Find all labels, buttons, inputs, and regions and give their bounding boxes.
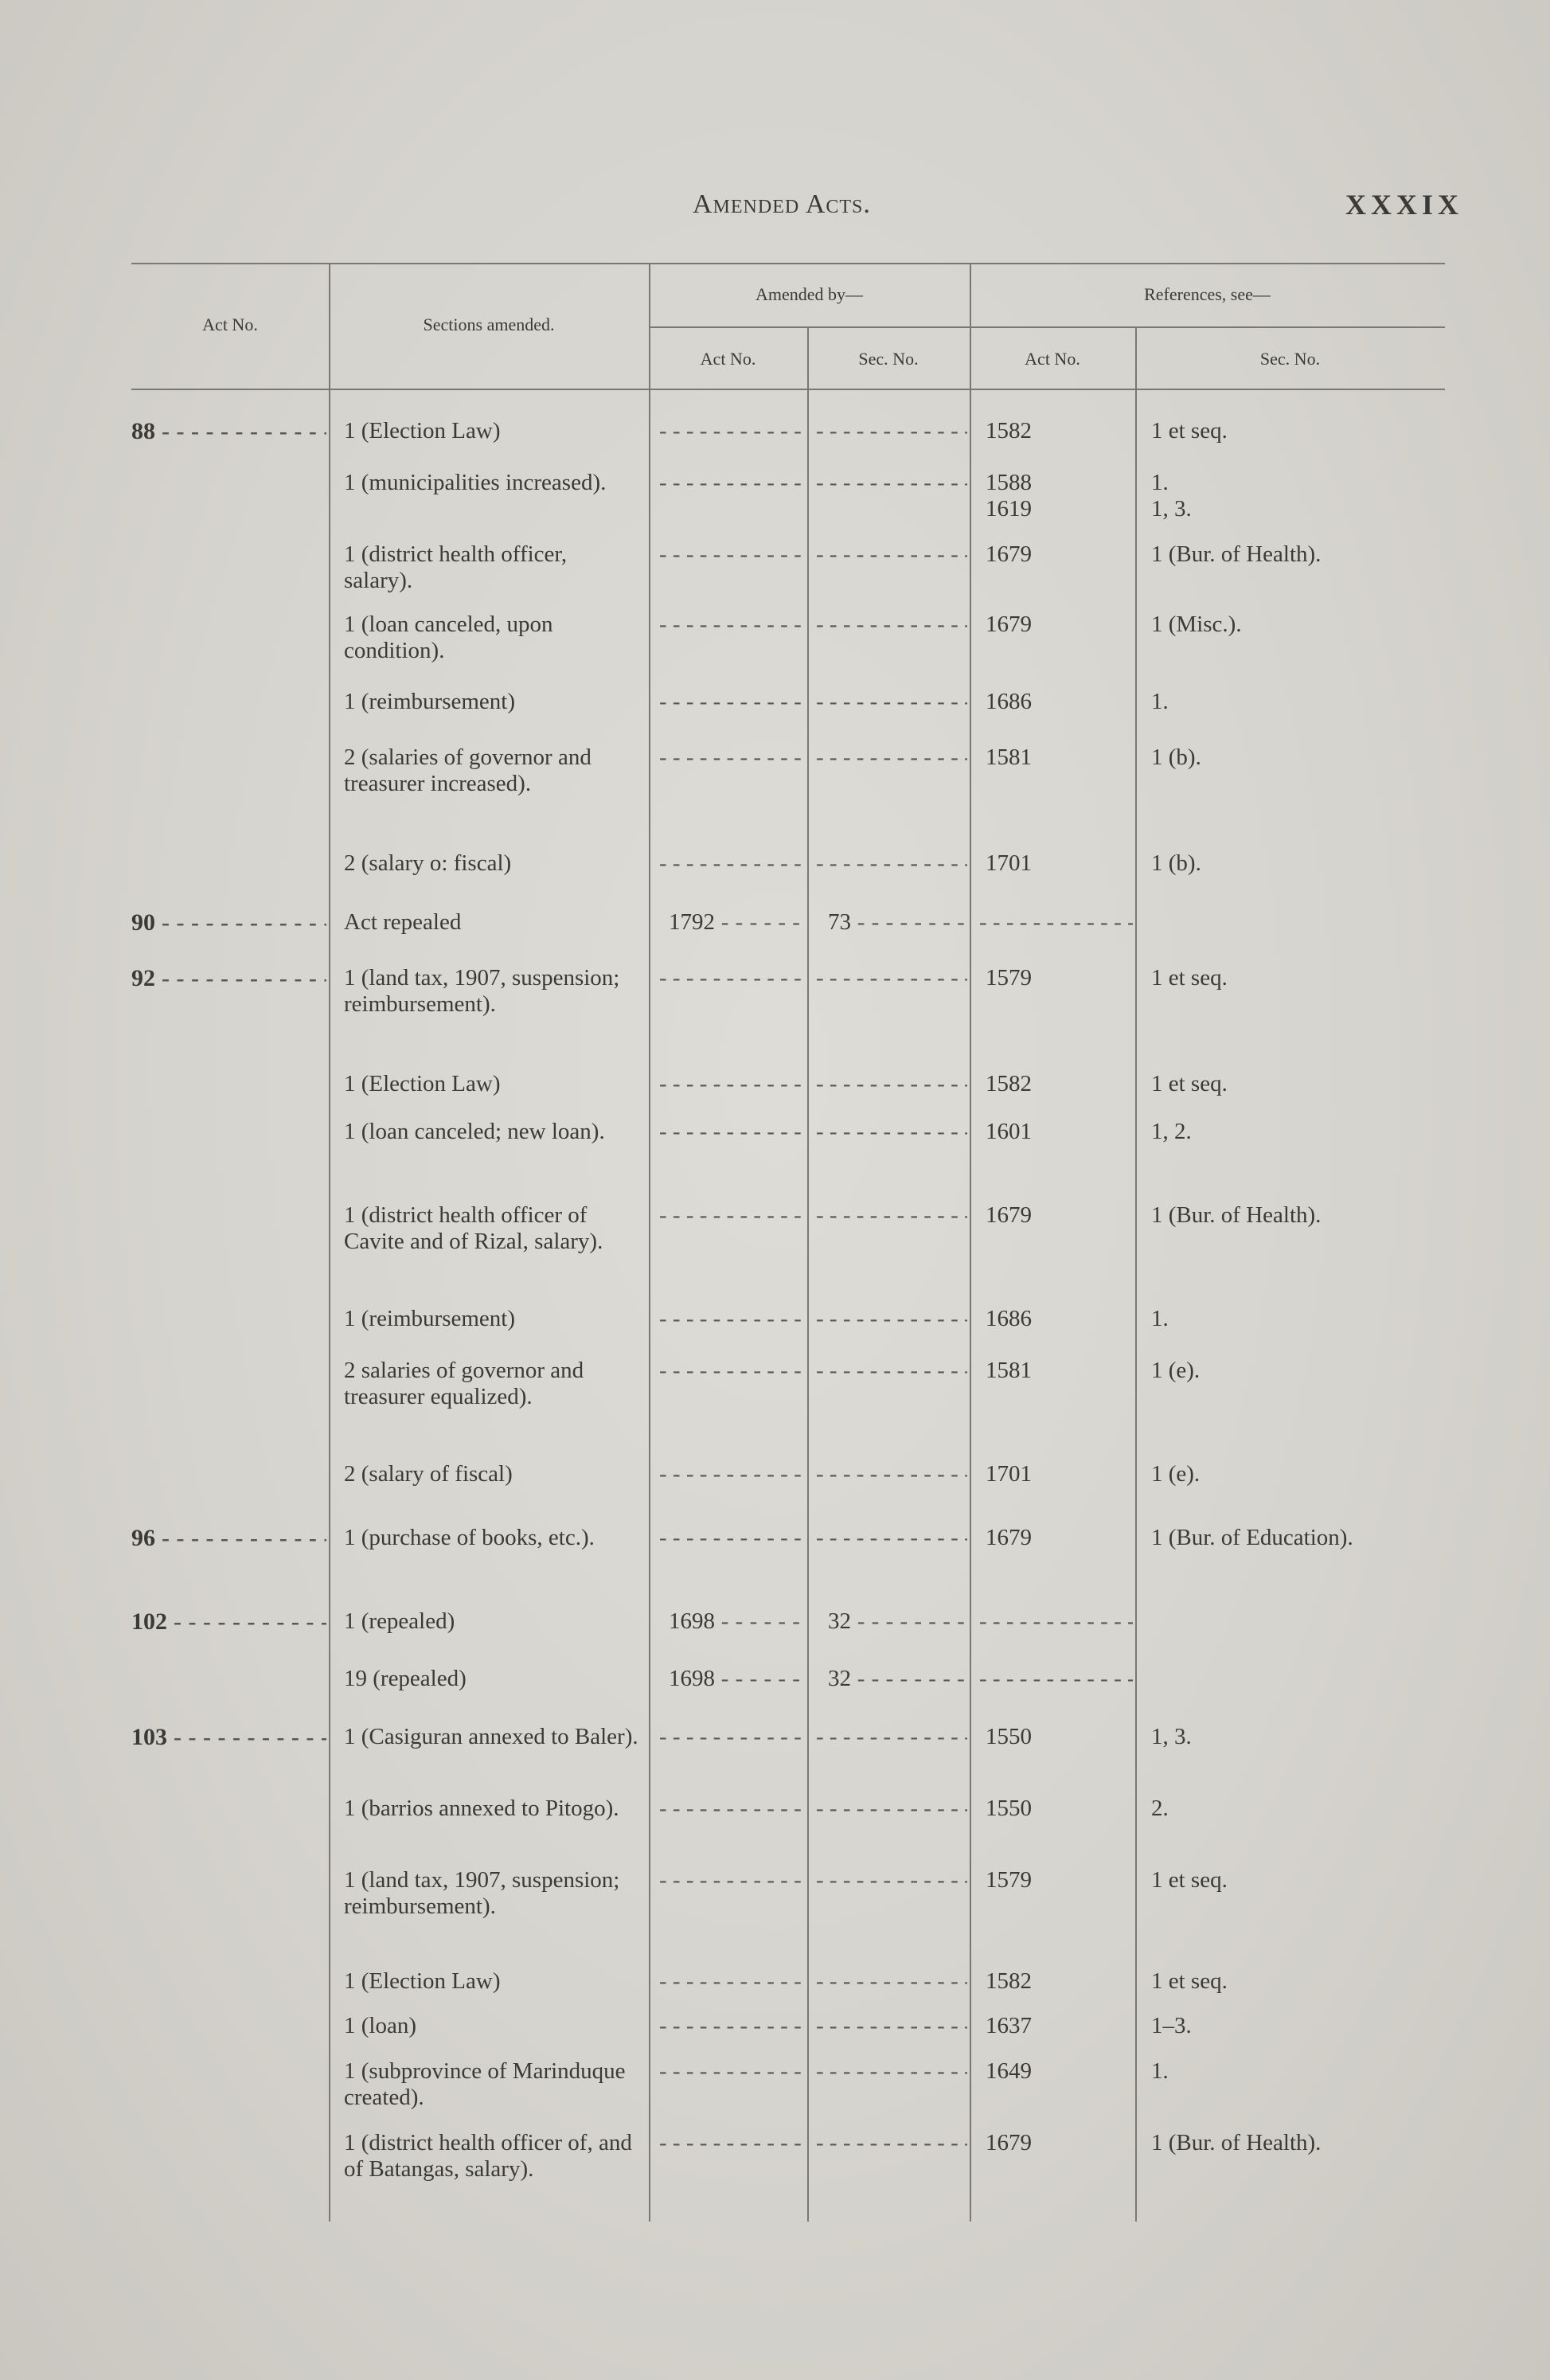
reference-act-no: 1550 — [986, 1796, 1032, 1821]
leader-dots — [659, 850, 804, 877]
reference-sec-no: 1, 3. — [1151, 1724, 1192, 1749]
leader-dots — [659, 1525, 804, 1551]
column-rule-3 — [807, 326, 809, 2222]
leader-dots — [816, 744, 967, 771]
leader-dots — [816, 418, 967, 444]
column-rule-1 — [329, 263, 330, 2222]
section-amended: 1 (district health officer, salary). — [344, 541, 568, 593]
leader-dots — [979, 1608, 1133, 1635]
header-amended-by: Amended by— — [755, 284, 864, 304]
reference-sec-no: 1. — [1151, 689, 1169, 714]
reference-sec-no: 1 (Bur. of Health). — [1151, 2130, 1322, 2155]
leader-dots — [659, 744, 804, 771]
header-ref-sec-no: Sec. No. — [1259, 349, 1321, 369]
section-amended: 2 (salary o: fiscal) — [344, 850, 512, 876]
section-amended: 1 (loan) — [344, 2013, 416, 2038]
reference-sec-no: 1 et seq. — [1151, 1071, 1228, 1096]
leader-dots — [659, 612, 804, 638]
reference-sec-no: 1 (Bur. of Education). — [1151, 1525, 1353, 1550]
reference-act-no: 1679 — [986, 1202, 1032, 1228]
reference-act-no: 1679 — [986, 612, 1032, 637]
section-amended: 1 (loan canceled; new loan). — [344, 1119, 605, 1144]
reference-act-no: 1581 — [986, 744, 1032, 770]
reference-act-no: 1679 — [986, 2130, 1032, 2155]
section-amended: 1 (repealed) — [344, 1608, 455, 1634]
leader-dots — [659, 1724, 804, 1750]
section-amended: Act repealed — [344, 909, 462, 935]
leader-dots — [659, 965, 804, 991]
reference-act-no: 1582 — [986, 1968, 1032, 1994]
leader-dots — [979, 1666, 1133, 1692]
leader-dots — [816, 1358, 967, 1384]
amended-sec-no: 32 - - - — [828, 1666, 967, 1692]
leader-dots — [659, 1968, 804, 1995]
section-amended: 1 (reimbursement) — [344, 1306, 516, 1331]
reference-sec-no: 1 (Bur. of Health). — [1151, 1202, 1322, 1228]
header-amended-sec-no: Sec. No. — [858, 349, 919, 369]
leader-dots — [816, 1202, 967, 1229]
reference-sec-no: 1. 1, 3. — [1151, 470, 1192, 522]
leader-dots — [816, 2130, 967, 2156]
reference-act-no: 1701 — [986, 1461, 1032, 1487]
amended-sec-no: 32 - - - — [828, 1608, 967, 1635]
reference-act-no: 1601 — [986, 1119, 1032, 1144]
section-amended: 1 (district health officer of, and of Batangas, salary). — [344, 2130, 632, 2182]
act-number: 90 - - - — [131, 909, 326, 936]
leader-dots — [659, 418, 804, 444]
leader-dots — [659, 1796, 804, 1822]
act-number: 92 - - - — [131, 965, 326, 991]
header-sections-amended: Sections amended. — [423, 315, 555, 334]
reference-sec-no: 1 et seq. — [1151, 1968, 1228, 1994]
section-amended: 1 (Election Law) — [344, 418, 501, 444]
act-number: 103 - - - — [131, 1724, 326, 1750]
reference-act-no: 1582 — [986, 1071, 1032, 1096]
leader-dots — [659, 1119, 804, 1145]
reference-sec-no: 1. — [1151, 2058, 1169, 2084]
reference-act-no: 1701 — [986, 850, 1032, 876]
leader-dots — [659, 1867, 804, 1893]
leader-dots — [659, 470, 804, 496]
leader-dots — [659, 1202, 804, 1229]
reference-act-no: 1649 — [986, 2058, 1032, 2084]
leader-dots — [816, 2058, 967, 2085]
reference-sec-no: 1 (e). — [1151, 1358, 1201, 1383]
reference-act-no: 1686 — [986, 1306, 1032, 1331]
leader-dots — [816, 541, 967, 568]
reference-sec-no: 1–3. — [1151, 2013, 1192, 2038]
reference-act-no: 1679 — [986, 541, 1032, 567]
act-number: 88 - - - — [131, 418, 326, 444]
reference-sec-no: 2. — [1151, 1796, 1169, 1821]
header-ref-act-no: Act No. — [1025, 349, 1080, 369]
reference-sec-no: 1 (b). — [1151, 850, 1201, 876]
leader-dots — [816, 612, 967, 638]
leader-dots — [816, 1119, 967, 1145]
leader-dots — [816, 1071, 967, 1097]
act-number: 102 - - - — [131, 1608, 326, 1635]
leader-dots — [816, 1796, 967, 1822]
leader-dots — [659, 2130, 804, 2156]
reference-sec-no: 1 (Bur. of Health). — [1151, 541, 1322, 567]
reference-act-no: 1582 — [986, 418, 1032, 444]
reference-act-no: 1588 1619 — [986, 470, 1032, 522]
reference-act-no: 1637 — [986, 2013, 1032, 2038]
section-amended: 1 (subprovince of Marinduque created). — [344, 2058, 626, 2110]
leader-dots — [659, 1306, 804, 1332]
column-rule-5 — [1135, 326, 1137, 2222]
section-amended: 1 (district health officer of Cavite and of Rizal, salary). — [344, 1202, 603, 1254]
section-amended: 2 (salaries of governor and treasurer increased). — [344, 744, 591, 796]
act-number: 96 - - - — [131, 1525, 326, 1551]
reference-sec-no: 1 (Misc.). — [1151, 612, 1242, 637]
leader-dots — [816, 689, 967, 715]
amended-act-no: 1698 - - - — [669, 1666, 806, 1692]
amended-sec-no: 73 - - - — [828, 909, 967, 936]
page-title: Amended Acts. — [693, 190, 871, 219]
section-amended: 1 (municipalities increased). — [344, 470, 607, 495]
section-amended: 1 (Election Law) — [344, 1968, 501, 1994]
page-number: XXXIX — [1345, 189, 1464, 221]
leader-dots — [816, 1867, 967, 1893]
section-amended: 2 (salary of fiscal) — [344, 1461, 513, 1487]
leader-dots — [816, 1724, 967, 1750]
leader-dots — [816, 1461, 967, 1487]
leader-dots — [816, 470, 967, 496]
section-amended: 1 (land tax, 1907, suspension; reimbursement). — [344, 965, 620, 1017]
leader-dots — [816, 2013, 967, 2039]
section-amended: 19 (repealed) — [344, 1666, 467, 1691]
leader-dots — [816, 1306, 967, 1332]
reference-sec-no: 1 et seq. — [1151, 418, 1228, 444]
column-rule-2 — [649, 263, 650, 2222]
reference-act-no: 1679 — [986, 1525, 1032, 1550]
leader-dots — [659, 2058, 804, 2085]
reference-sec-no: 1 et seq. — [1151, 1867, 1228, 1893]
header-amended-act-no: Act No. — [700, 349, 756, 369]
section-amended: 1 (reimbursement) — [344, 689, 516, 714]
leader-dots — [979, 909, 1133, 936]
group-header-rule — [649, 326, 1445, 328]
leader-dots — [659, 1461, 804, 1487]
leader-dots — [816, 1525, 967, 1551]
leader-dots — [659, 689, 804, 715]
leader-dots — [816, 1968, 967, 1995]
header-references: References, see— — [1144, 284, 1271, 304]
reference-sec-no: 1, 2. — [1151, 1119, 1192, 1144]
leader-dots — [816, 850, 967, 877]
leader-dots — [659, 1358, 804, 1384]
section-amended: 1 (barrios annexed to Pitogo). — [344, 1796, 619, 1821]
reference-act-no: 1550 — [986, 1724, 1032, 1749]
leader-dots — [659, 541, 804, 568]
reference-act-no: 1579 — [986, 1867, 1032, 1893]
header-act-no: Act No. — [202, 315, 258, 334]
reference-act-no: 1686 — [986, 689, 1032, 714]
amended-act-no: 1698 - - - — [669, 1608, 806, 1635]
leader-dots — [816, 965, 967, 991]
section-amended: 1 (purchase of books, etc.). — [344, 1525, 595, 1550]
section-amended: 2 salaries of governor and treasurer equalized). — [344, 1358, 584, 1409]
column-rule-4 — [970, 263, 971, 2222]
reference-sec-no: 1 et seq. — [1151, 965, 1228, 991]
section-amended: 1 (loan canceled, upon condition). — [344, 612, 553, 663]
reference-sec-no: 1 (e). — [1151, 1461, 1201, 1487]
leader-dots — [659, 1071, 804, 1097]
reference-sec-no: 1 (b). — [1151, 744, 1201, 770]
section-amended: 1 (Election Law) — [344, 1071, 501, 1096]
reference-act-no: 1579 — [986, 965, 1032, 991]
section-amended: 1 (Casiguran annexed to Baler). — [344, 1724, 638, 1749]
reference-act-no: 1581 — [986, 1358, 1032, 1383]
leader-dots — [659, 2013, 804, 2039]
section-amended: 1 (land tax, 1907, suspension; reimbursement). — [344, 1867, 620, 1919]
amended-act-no: 1792 - - - — [669, 909, 806, 936]
reference-sec-no: 1. — [1151, 1306, 1169, 1331]
